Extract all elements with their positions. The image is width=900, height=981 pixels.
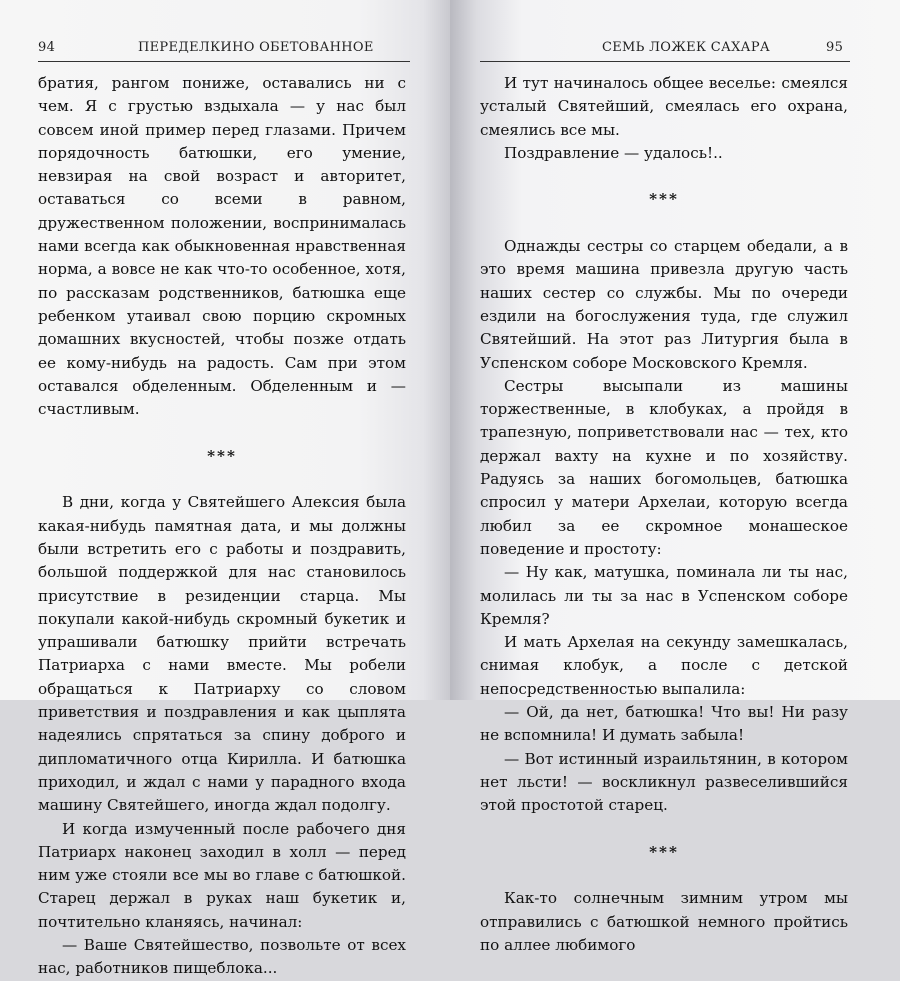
paragraph: братия, рангом пониже, оставались ни с чем. Я с грустью вздыхала — у нас был совсем иной пример перед глазами. Причем порядочность батюшки, его умение, невзирая на свой возраст и авторитет, оставаться со всеми в равном, дружественном положении, воспринималась нами всегда как обыкновенная нравственная норма, а вовсе не как что-то особенное, хотя, по рассказам родственников, батюшка еще ребенком утаивал свою порцию скромных домашних вкусностей, чтобы позже отдать ее кому-нибудь на радость. Сам при этом оставался обделенным. Обделенным и — счастливым. — [38, 74, 406, 419]
paragraph: — Ну как, матушка, поминала ли ты нас, молилась ли ты за нас в Успенском соборе Кремля? — [480, 563, 848, 628]
paragraph: Поздравление — удалось!.. — [504, 143, 723, 162]
paragraph: И тут начиналось общее веселье: смеялся усталый Святейший, смеялась его охрана, смеялись все мы. — [480, 74, 848, 139]
paragraph: Как-то солнечным зимним утром мы отправились с батюшкой немного пройтись по аллее любимого — [480, 889, 848, 954]
section-break: *** — [207, 446, 237, 465]
right-page-text — [480, 72, 848, 957]
running-head-right: СЕМЬ ЛОЖЕК САХАРА — [602, 40, 771, 55]
header-rule-left — [38, 61, 410, 62]
section-break: *** — [649, 190, 679, 209]
right-page — [450, 0, 900, 954]
header-rule-right — [480, 61, 850, 62]
left-page-text — [38, 72, 406, 981]
paragraph: — Вот истинный израильтянин, в котором нет льсти! — воскликнул развеселившийся этой простотой старец. — [480, 749, 848, 815]
paragraph: И когда измученный после рабочего дня Патриарх наконец заходил в холл — перед ним уже стояли все мы во главе с батюшкой. Старец держал в руках наш букетик и, почтительно кланяясь, начинал: — [38, 819, 406, 931]
left-page — [0, 0, 450, 978]
paragraph: — Ваше Святейшество, позвольте от всех нас, работников пищеблока... — [38, 935, 406, 978]
paragraph: — Ой, да нет, батюшка! Что вы! Ни разу не вспомнила! И думать забыла! — [480, 703, 848, 745]
section-break: *** — [649, 842, 679, 861]
paragraph: Однажды сестры со старцем обедали, а в это время машина привезла другую часть наших сестер со службы. Мы по очереди ездили на богослужения туда, где служил Святейший. На этот раз Литургия была в Успенском соборе Московского Кремля. — [480, 237, 848, 372]
paragraph: И мать Архелая на секунду замешкалась, снимая клобук, а после с детской непосредственностью выпалила: — [480, 633, 848, 698]
page-number-right: 95 — [826, 40, 844, 55]
running-head-left: ПЕРЕДЕЛКИНО ОБЕТОВАННОЕ — [138, 40, 374, 55]
paragraph: В дни, когда у Святейшего Алексия была какая-нибудь памятная дата, и мы должны были встретить его с работы и поздравить, большой поддержкой для нас становилось присутствие в резиденции старца. Мы покупали какой-нибудь скромный букетик и упрашивали батюшку прийти встречать Патриарха с нами вместе. Мы робели обращаться к Патриарху со словом приветствия и поздравления и как цыплята надеялись спрятаться за спину доброго и дипломатичного отца Кирилла. И батюшка приходил, и ждал с нами у парадного входа машину Святейшего, иногда ждал подолгу. — [38, 493, 406, 815]
page-number-left: 94 — [38, 40, 56, 55]
paragraph: Сестры высыпали из машины торжественные, в клобуках, а пройдя в трапезную, поприветствовали нас — тех, кто держал вахту на кухне и по хозяйству. Радуясь за наших богомольцев, батюшка спросил у матери Архелаи, которую всегда любил за ее скромное монашеское поведение и простоту: — [480, 376, 848, 558]
